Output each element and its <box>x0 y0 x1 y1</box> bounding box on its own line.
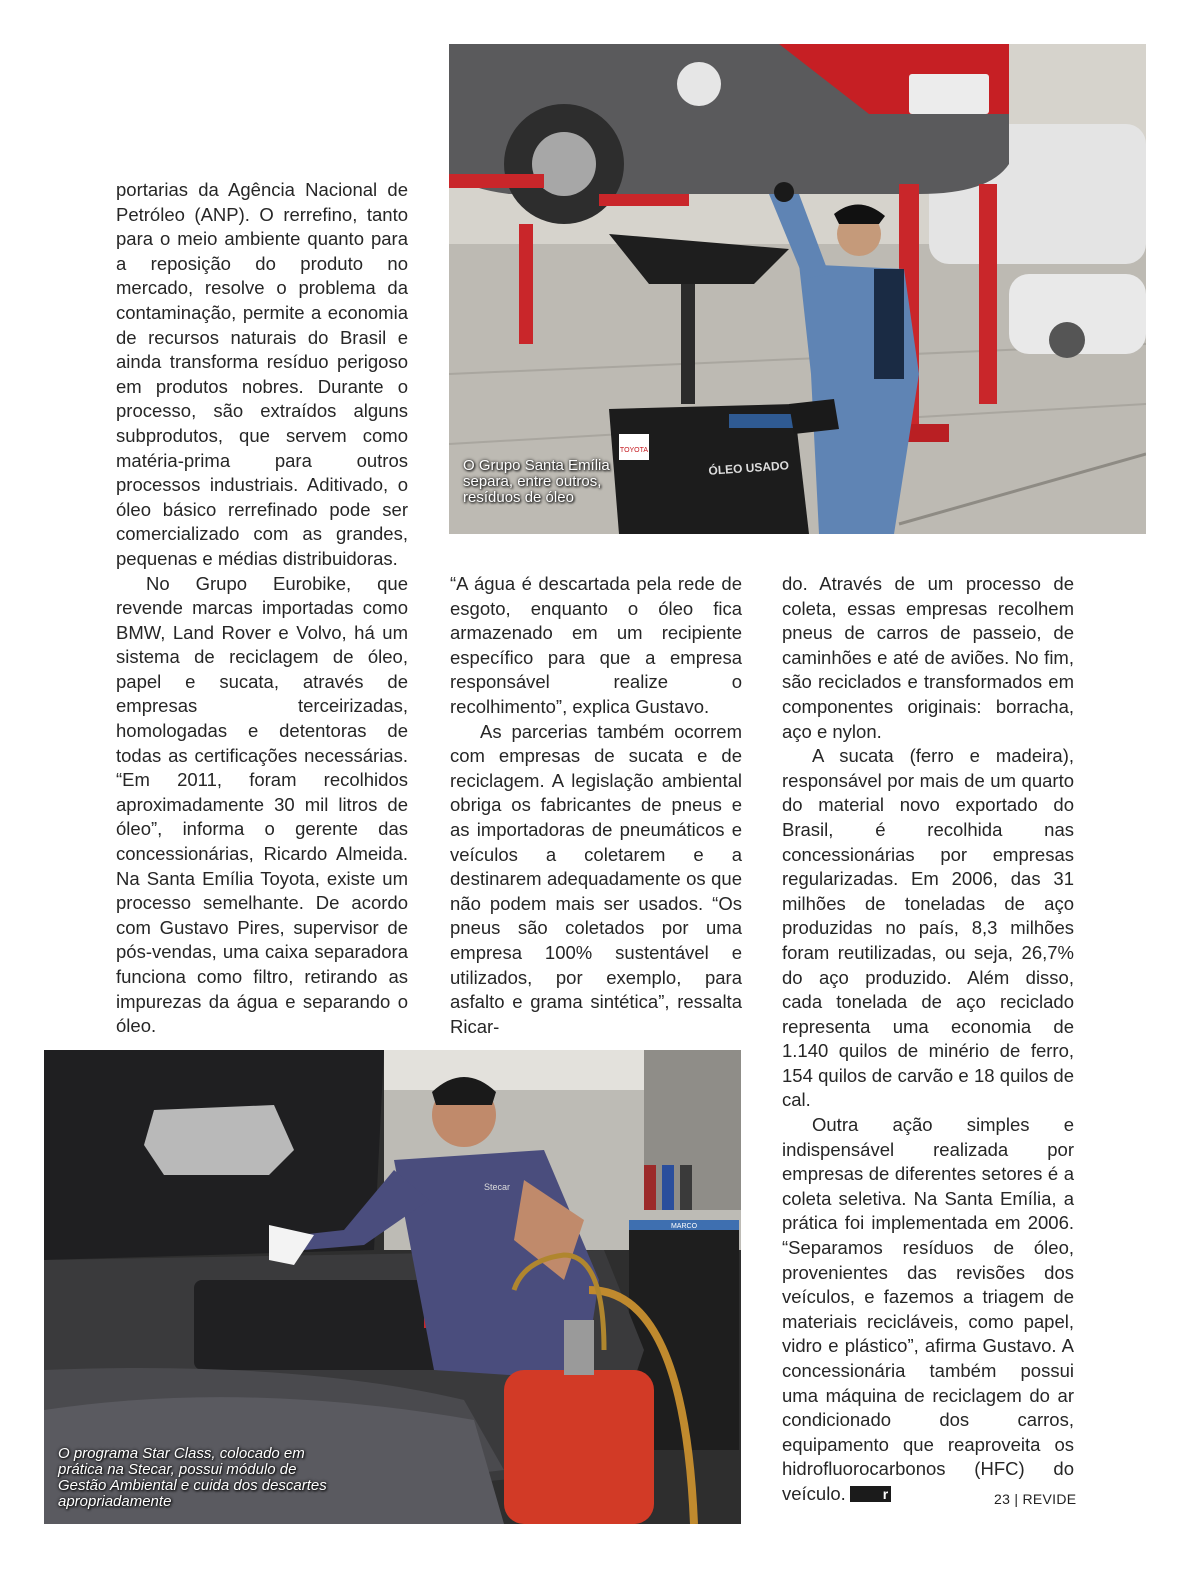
cabinet-label: MARCO <box>670 1223 698 1230</box>
paragraph: portarias da Agência Nacional de Petróleo (ANP). O rerrefino, tanto para o meio ambiente quanto para a reposição do produto no mercado, resolve o problema da contaminação, permite a economia de recursos naturais do Brasil e ainda transforma resíduo perigoso em produtos nobres. Durante o processo, são extraídos alguns subprodutos, que servem como matéria-prima para outros processos industriais. Aditivado, o óleo básico rerrefinado pode ser comercializado com as grandes, pequenas e médias distribuidoras. <box>116 179 408 569</box>
end-of-article-mark: r <box>850 1486 891 1502</box>
article-column-1 <box>116 178 408 1039</box>
paragraph: No Grupo Eurobike, que revende marcas importadas como BMW, Land Rover e Volvo, há um sistema de reciclagem de óleo, papel e sucata, através de empresas terceirizadas, homologadas e detentoras de todas as certificações necessárias. “Em 2011, foram recolhidos aproximadamente 30 mil litros de óleo”, informa o gerente das concessionárias, Ricardo Almeida. Na Santa Emília Toyota, existe um processo semelhante. De acordo com Gustavo Pires, supervisor de pós-vendas, uma caixa separadora funciona como filtro, retirando as impurezas da água e separando o óleo. <box>116 572 408 1037</box>
article-column-3 <box>782 572 1077 1507</box>
photo-star-class-program <box>44 1050 741 1524</box>
paragraph: do. Através de um processo de coleta, essas empresas recolhem pneus de carros de passeio, de caminhões e até de aviões. No fim, são reciclados e transformados em componentes originais: borracha, aço e nylon. <box>782 573 1074 742</box>
photo-caption: O Grupo Santa Emília separa, entre outros, resíduos de óleo <box>463 457 610 506</box>
photo-oil-recovery <box>449 44 1146 534</box>
paragraph: “A água é descartada pela rede de esgoto, enquanto o óleo fica armazenado em um recipiente específico para que a empresa responsável realize o recolhimento”, explica Gustavo. <box>450 573 742 717</box>
page-folio: 23 | REVIDE <box>994 1491 1077 1507</box>
shirt-label: Stecar <box>484 1182 511 1192</box>
paragraph <box>782 1113 1077 1507</box>
paragraph-text: Outra ação simples e indispensável realizada por empresas de diferentes setores é a coleta seletiva. Na Santa Emília, a prática foi implementada em 2006. “Separamos resíduos de óleo, provenientes das revisões dos veículos, e fazemos a triagem de materiais recicláveis, como papel, vidro e plástico”, afirma Gustavo. A concessionária também possui uma máquina de reciclagem do ar condicionado dos carros, equipamento que reaproveita os hidrofluorocarbonos (HFC) do veículo. <box>782 1114 1074 1504</box>
article-column-2 <box>450 572 742 1039</box>
paragraph: A sucata (ferro e madeira), responsável por mais de um quarto do material novo exportado do Brasil, é recolhida nas concessionárias por empresas regularizadas. Em 2006, das 31 milhões de toneladas de aço produzidas no país, 8,3 milhões foram reutilizadas, ou seja, 26,7% do aço produzido. Além disso, cada tonelada de aço reciclado representa uma economia de 1.140 quilos de minério de ferro, 154 quilos de carvão e 18 quilos de cal. <box>782 745 1074 1111</box>
container-label: ÓLEO USADO <box>707 458 790 478</box>
photo-caption: O programa Star Class, colocado em prática na Stecar, possui módulo de Gestão Ambiental e cuida dos descartes apropriadamente <box>58 1445 327 1510</box>
paragraph: As parcerias também ocorrem com empresas de sucata e de reciclagem. A legislação ambiental obriga os fabricantes de pneus e as importadoras de pneumáticos e veículos a coletarem e a destinarem adequadamente os que não podem mais ser usados. “Os pneus são coletados por uma empresa 100% sustentável e utilizados, por exemplo, para asfalto e grama sintética”, ressalta Ricar- <box>450 720 742 1037</box>
brand-label: TOYOTA <box>619 447 649 454</box>
